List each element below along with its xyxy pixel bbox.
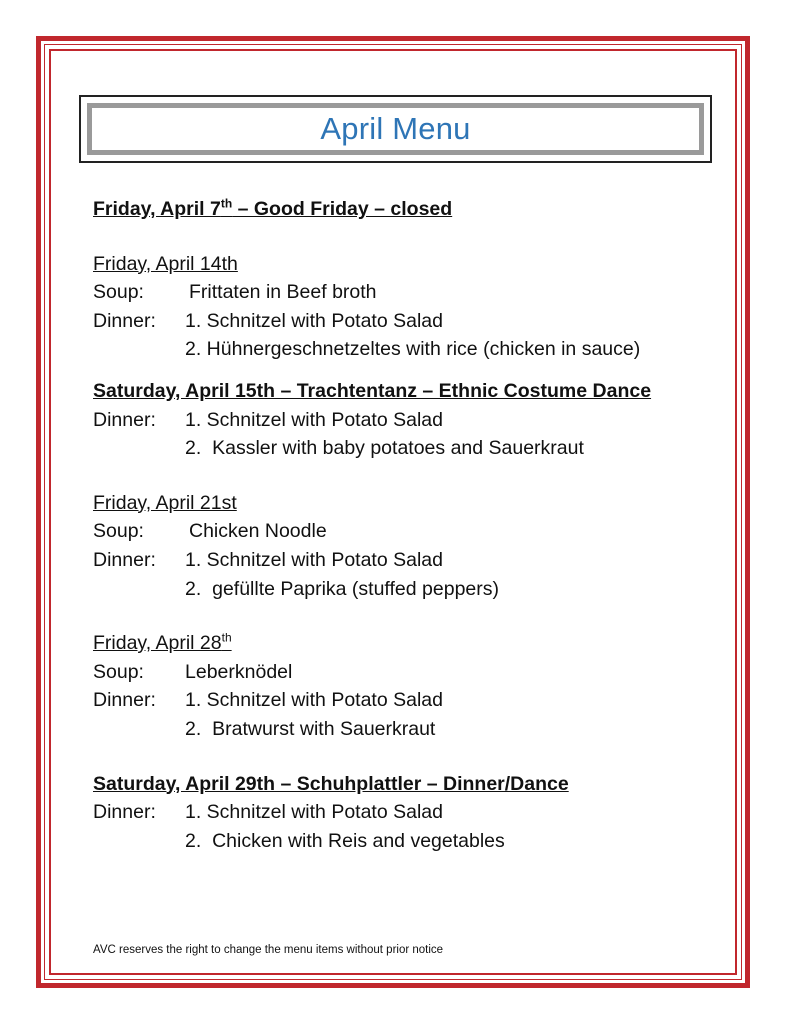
dinner-item: 1. Schnitzel with Potato Salad: [185, 689, 443, 712]
soup-label: Soup:: [93, 520, 144, 543]
dinner-item: 2. Bratwurst with Sauerkraut: [185, 717, 436, 740]
title-box: [79, 95, 712, 163]
dinner-label: Dinner:: [93, 548, 156, 571]
event-heading-apr-21: Friday, April 21st: [93, 491, 237, 514]
dinner-item: 1. Schnitzel with Potato Salad: [185, 309, 443, 332]
menu-content: [93, 195, 733, 855]
dinner-line: [93, 406, 733, 435]
event-heading-apr-14: Friday, April 14th: [93, 252, 238, 275]
dinner-line: [93, 307, 733, 336]
dinner-item: 1. Schnitzel with Potato Salad: [185, 548, 443, 571]
dinner-line: [93, 335, 733, 364]
footer-disclaimer: AVC reserves the right to change the menu items without prior notice: [93, 944, 444, 956]
dinner-item: 2. gefüllte Paprika (stuffed peppers): [185, 577, 499, 600]
event-heading-apr-7: Friday, April 7th – Good Friday – closed: [93, 196, 453, 220]
dinner-line: [93, 434, 733, 463]
page-title: April Menu: [320, 111, 471, 146]
dinner-label: Dinner:: [93, 408, 156, 431]
soup-label: Soup:: [93, 281, 144, 304]
soup-label: Soup:: [93, 660, 144, 683]
soup-line: [93, 517, 733, 546]
dinner-item: 2. Chicken with Reis and vegetables: [185, 829, 505, 852]
dinner-line: [93, 798, 733, 827]
dinner-item: 2. Kassler with baby potatoes and Sauerkraut: [185, 437, 584, 460]
dinner-item: 2. Hühnergeschnetzeltes with rice (chicken in sauce): [185, 338, 641, 361]
dinner-item: 1. Schnitzel with Potato Salad: [185, 801, 443, 824]
dinner-line: [93, 715, 733, 744]
soup-item: Chicken Noodle: [189, 520, 327, 543]
dinner-line: [93, 575, 733, 604]
dinner-label: Dinner:: [93, 309, 156, 332]
event-heading-apr-15: Saturday, April 15th – Trachtentanz – Ethnic Costume Dance: [93, 379, 652, 402]
dinner-item: 1. Schnitzel with Potato Salad: [185, 408, 443, 431]
soup-item: Leberknödel: [185, 660, 293, 683]
dinner-label: Dinner:: [93, 689, 156, 712]
event-heading-apr-28: Friday, April 28th: [93, 630, 232, 655]
dinner-line: [93, 546, 733, 575]
soup-item: Frittaten in Beef broth: [189, 281, 377, 304]
dinner-line: [93, 827, 733, 856]
dinner-line: [93, 686, 733, 715]
soup-line: [93, 278, 733, 307]
event-heading-apr-29: Saturday, April 29th – Schuhplattler – Dinner/Dance: [93, 772, 569, 795]
title-box-inner: [87, 103, 704, 155]
dinner-label: Dinner:: [93, 801, 156, 824]
soup-line: [93, 658, 733, 687]
